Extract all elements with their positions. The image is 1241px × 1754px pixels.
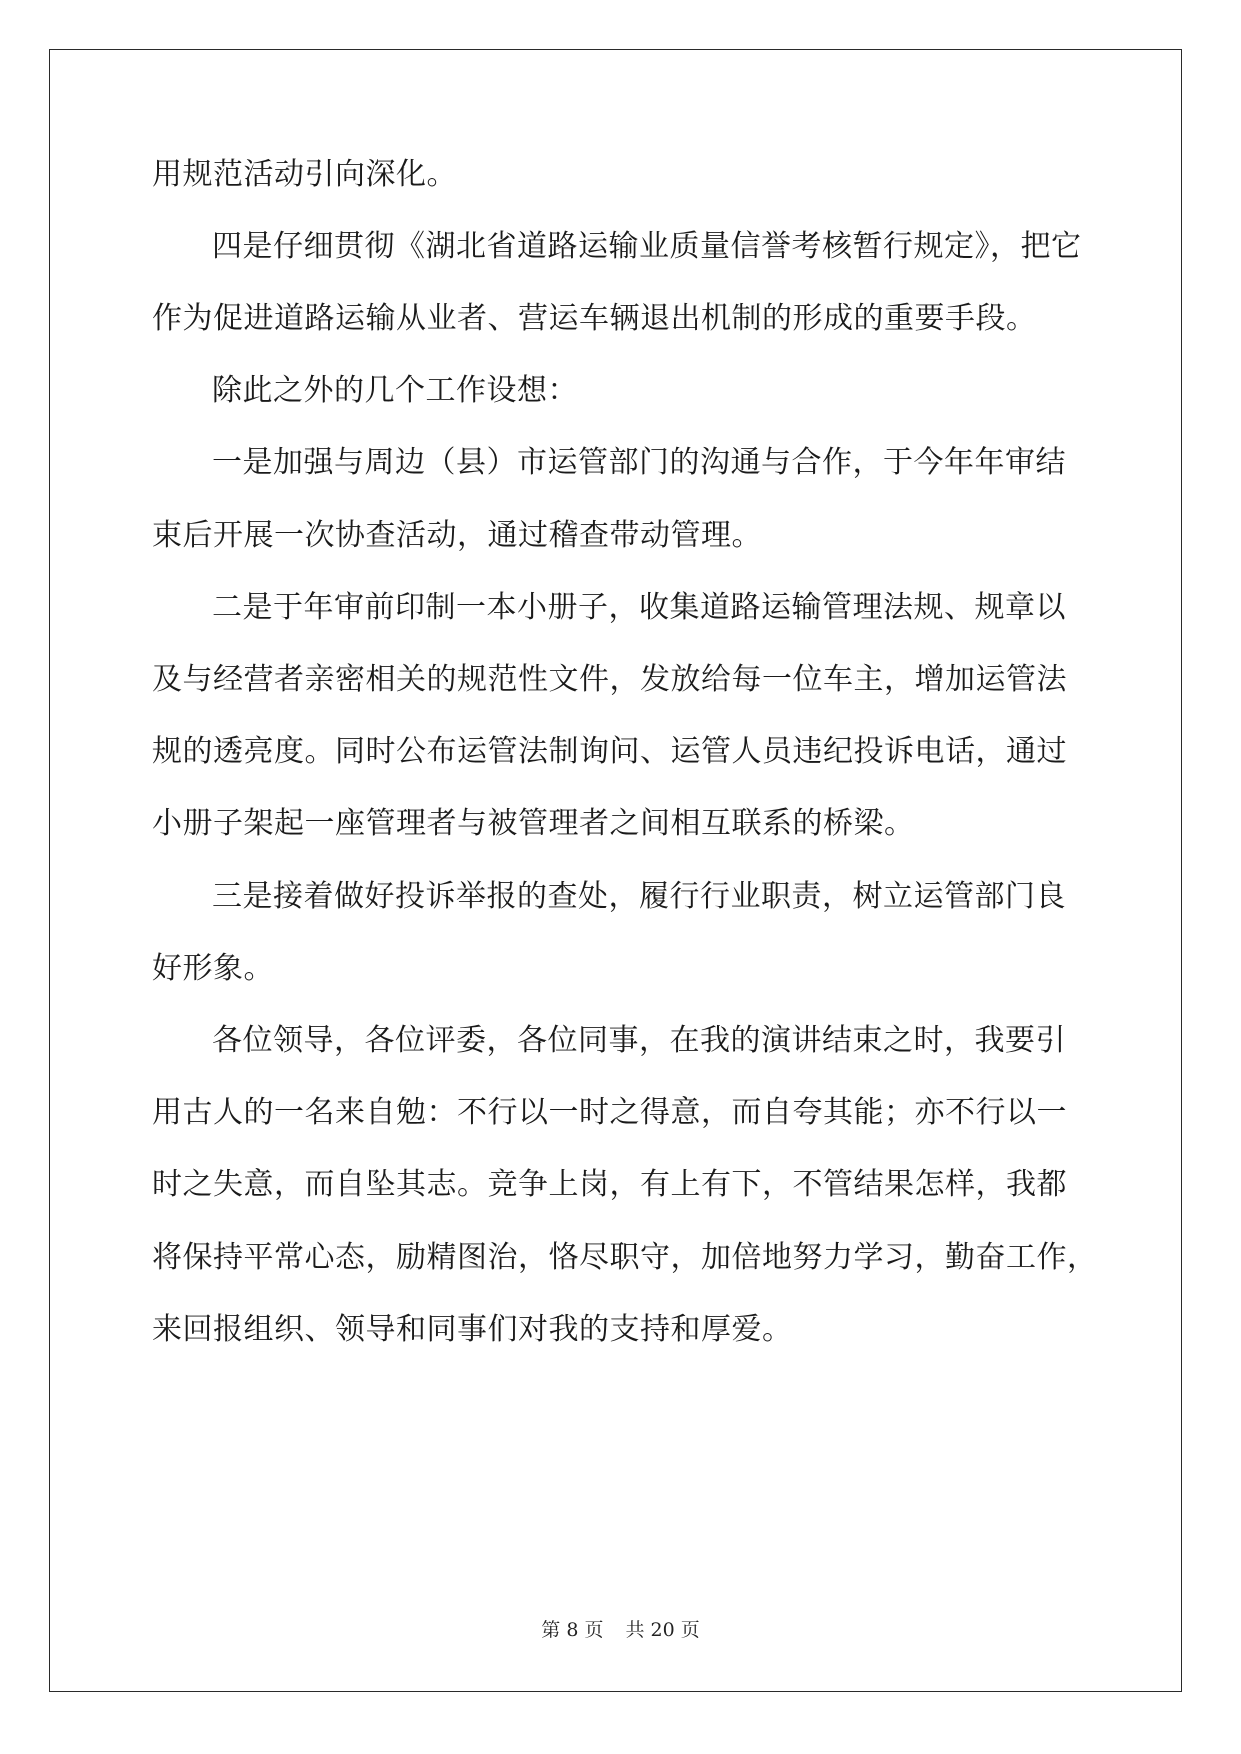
paragraph-first-line: 各位领导，各位评委，各位同事，在我的演讲结束之时，我要引 (212, 1023, 1066, 1058)
paragraph-first-line: 除此之外的几个工作设想： (212, 373, 578, 408)
text-line: 规的透亮度。同时公布运管法制询问、运管人员违纪投诉电话，通过 (152, 734, 1067, 769)
page-number: 第 8 页 (541, 1619, 604, 1641)
paragraph-first-line: 一是加强与周边（县）市运管部门的沟通与合作，于今年年审结 (212, 445, 1066, 480)
paragraph-first-line: 二是于年审前印制一本小册子，收集道路运输管理法规、规章以 (212, 590, 1066, 625)
text-line: 将保持平常心态，励精图治，恪尽职守，加倍地努力学习，勤奋工作， (152, 1240, 1098, 1275)
paragraph-first-line: 四是仔细贯彻《湖北省道路运输业质量信誉考核暂行规定》，把它 (212, 229, 1082, 264)
text-line: 作为促进道路运输从业者、营运车辆退出机制的形成的重要手段。 (152, 301, 1037, 336)
text-line: 用古人的一名来自勉：不行以一时之得意，而自夸其能；亦不行以一 (152, 1095, 1067, 1130)
text-line: 好形象。 (152, 951, 274, 986)
page-border (49, 49, 1182, 1692)
page-total: 共 20 页 (625, 1619, 700, 1641)
text-line: 小册子架起一座管理者与被管理者之间相互联系的桥梁。 (152, 806, 915, 841)
paragraph-first-line: 三是接着做好投诉举报的查处，履行行业职责，树立运管部门良 (212, 879, 1066, 914)
text-line: 用规范活动引向深化。 (152, 157, 457, 192)
text-line: 束后开展一次协查活动，通过稽查带动管理。 (152, 518, 762, 553)
text-line: 及与经营者亲密相关的规范性文件，发放给每一位车主，增加运管法 (152, 662, 1067, 697)
text-line: 时之失意，而自坠其志。竞争上岗，有上有下，不管结果怎样，我都 (152, 1167, 1067, 1202)
text-line: 来回报组织、领导和同事们对我的支持和厚爱。 (152, 1312, 793, 1347)
page-footer (0, 1618, 1241, 1642)
